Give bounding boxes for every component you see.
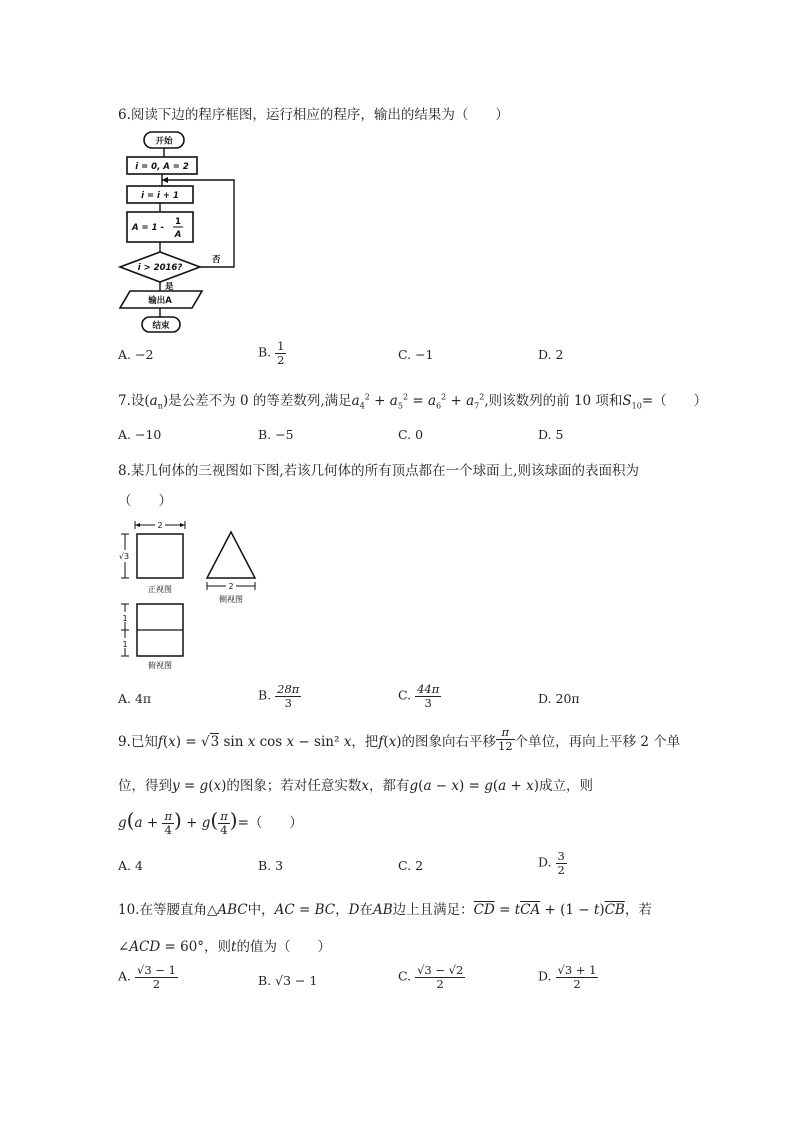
q8-option-b-letter: B. [258,687,272,703]
q10-line2-c: 的值为（ ） [236,939,331,955]
front-view-height-label: √3 [118,552,130,561]
q6-option-b-letter: B. [258,344,272,360]
q9-line1-b: ，把 [351,734,379,750]
q8-option-b-num: 28π [277,682,300,696]
q9-option-b[interactable]: B. 3 [258,858,284,873]
front-view-width-label: 2 [157,521,163,530]
q9-line3-end: =（ ） [237,815,303,831]
question-10-line-1 [118,898,652,918]
q10-option-d-den: 2 [573,976,581,991]
q9-option-d-num: 3 [557,849,565,863]
q7-stem-part-3: ,则该数列的前 10 项和 [484,393,623,409]
q10-line1-a: 10.在等腰直角△ [118,902,218,918]
flow-assign-num: 1 [175,217,181,227]
q9-option-d-letter: D. [538,854,552,870]
q10-option-c-num: √3 − √2 [417,963,464,977]
q10-line2-b: ，则 [204,939,232,955]
q10-option-c[interactable] [398,964,465,990]
q9-line1-d: 个单位，再向上平移 2 个单 [514,734,681,750]
q9-line1-a: 9.已知 [118,734,158,750]
q10-option-a-letter: A. [118,968,132,984]
q10-option-d-letter: D. [538,968,552,984]
q10-option-a-num: √3 − 1 [137,963,176,977]
q8-option-b-fraction [275,683,301,709]
q9-option-a[interactable]: A. 4 [118,858,143,873]
q8-option-b-den: 3 [284,695,292,710]
q10-t: t [231,939,237,955]
q9-shift-fraction: $\frac{\pi}{12}$ [498,725,513,753]
q6-option-b-fraction [275,340,286,366]
q10-option-d[interactable] [538,964,598,990]
flow-increment-label: i = i + 1 [141,191,179,201]
side-view-caption: 侧视图 [219,595,243,604]
q10-option-b[interactable]: B. √3 − 1 [258,973,318,988]
q10-option-c-letter: C. [398,968,412,984]
flow-assign-den: A [174,230,182,240]
q9-option-d[interactable] [538,850,567,876]
q9-line2-b: 的图象；若对任意实数 [226,778,362,794]
q10-line1-d: 在 [359,902,373,918]
q9-line2-a: 位，得到 [118,778,172,794]
q7-stem-part-1: 7.设 [118,393,145,409]
q8-option-c[interactable] [398,683,441,709]
q7-stem-part-2: 是公差不为 0 的等差数列,满足 [168,393,352,409]
q7-option-b[interactable]: B. −5 [258,427,294,442]
question-8-stem-line-1: 8.某几何体的三视图如下图,若该几何体的所有顶点都在一个球面上,则该球面的表面积为 [118,463,639,479]
q7-sequence: $(a_n)$ [144,393,169,411]
flow-init-label: i = 0, A = 2 [135,162,189,172]
q10-angle: ∠ACD = 60° [118,939,205,955]
q10-option-c-fraction [415,964,465,990]
q8-option-c-fraction [415,683,441,709]
front-view-caption: 正视图 [148,585,172,594]
flow-output-label: 输出A [148,296,172,306]
q9-line2-c: ，都有 [369,778,410,794]
q9-option-d-den: 2 [557,862,565,877]
q10-line1-b: 中， [247,902,275,918]
flow-no-label: 否 [212,255,221,265]
flowchart [112,128,242,340]
flow-decision-label: i > 2016? [137,263,183,273]
q10-option-c-den: 2 [436,976,444,991]
q6-option-c[interactable]: C. −1 [398,347,434,362]
q10-line1-e: 边上且满足： [392,902,474,918]
flow-yes-label: 是 [165,282,174,292]
q9-gx: y = g(x) [172,778,227,794]
q6-option-b[interactable] [258,340,286,366]
q10-d: D [348,902,360,918]
top-view-upper-label: 1 [122,614,128,623]
q7-stem-part-4: =（ ） [641,393,708,409]
flow-end-label: 结束 [152,321,170,331]
question-9-line-2 [118,774,593,794]
flow-start-label: 开始 [155,136,173,147]
q7-option-d[interactable]: D. 5 [538,427,564,442]
q8-option-c-num: 44π [417,682,440,696]
q9-option-d-fraction [556,850,567,876]
question-7-stem [118,389,707,411]
question-9-line-1 [118,725,681,753]
q9-line2-d: 成立，则 [539,778,594,794]
side-view-triangle [207,532,255,578]
q10-triangle: ABC [217,902,248,918]
q7-option-c[interactable]: C. 0 [398,427,424,442]
q10-option-a-den: 2 [152,976,161,991]
q6-option-d[interactable]: D. 2 [538,347,564,362]
q9-expression: g(a + $\frac{\pi}{4}$ ) + g( $\frac{\pi}{4}$ ) [118,808,238,837]
q7-equation: $a_4^2 + a_5^2 = a_6^2 + a_7^2$ [351,392,485,411]
q8-option-c-den: 3 [424,695,432,710]
q7-s10: $S_{10}$ [622,393,642,411]
question-8-stem-line-2: （ ） [118,493,172,509]
q8-option-d[interactable]: D. 20π [538,691,580,706]
q8-option-c-letter: C. [398,687,412,703]
q9-line1-c: 的图象向右平移 [401,734,496,750]
question-9-line-3 [118,808,303,837]
q10-option-a[interactable] [118,964,178,990]
top-view-caption: 俯视图 [148,661,172,670]
q9-function-def: f(x) = √3 sin x cos x − sin² x [157,734,352,750]
q6-option-a[interactable]: A. −2 [118,347,154,362]
side-view-width-label: 2 [228,582,234,591]
q10-ab: AB [372,902,393,918]
q9-x: x [361,778,370,794]
front-view-rect [137,534,183,578]
question-10-line-2 [118,935,331,955]
q9-option-c[interactable]: C. 2 [398,858,424,873]
flow-assign-label: A = 1 - [132,223,165,233]
q8-option-a[interactable]: A. 4π [118,691,152,706]
q10-vector-eq: $\overline{CD} = t\overline{CA} + (1 - t)\overline{CB}$ [473,902,625,918]
q10-option-d-fraction [556,964,599,990]
q6-option-b-num: 1 [277,339,285,353]
q6-option-b-den: 2 [277,352,285,367]
q10-line1-f: ，若 [624,902,652,918]
q9-fx: f(x) [378,734,402,750]
q9-symmetry: g(a − x) = g(a + x) [409,778,540,794]
q10-ac-bc: AC = BC [274,902,336,918]
question-6-stem: 6.阅读下边的程序框图，运行相应的程序，输出的结果为（ ） [118,107,509,123]
top-view-lower-label: 1 [122,640,128,649]
q7-option-a[interactable]: A. −10 [118,427,162,442]
q10-option-d-num: √3 + 1 [557,963,597,977]
q8-option-b[interactable] [258,683,301,709]
q10-line1-c: ， [335,902,349,918]
three-views-diagram [115,518,265,673]
q10-option-a-fraction [135,964,178,990]
